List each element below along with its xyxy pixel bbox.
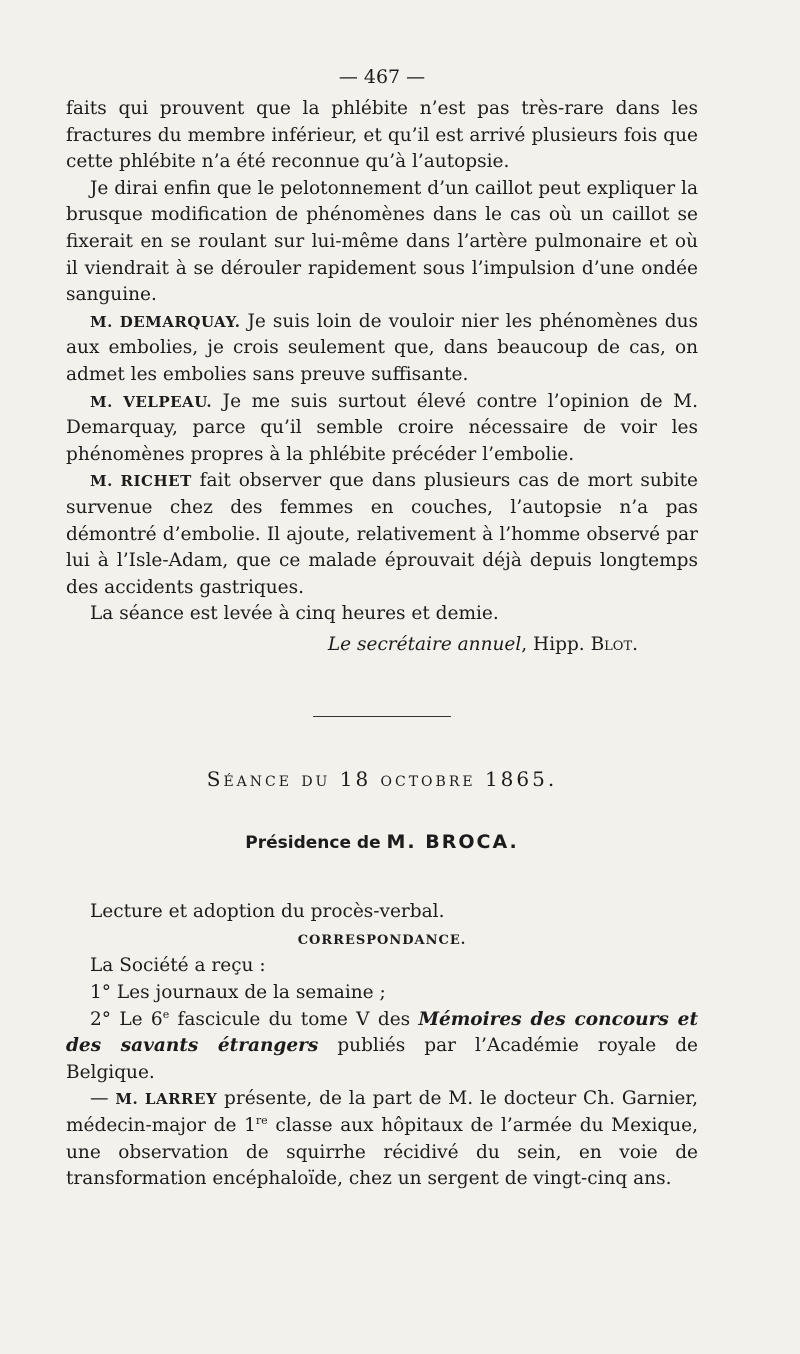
larrey-sup: re [255,1113,268,1127]
speech-text: Je suis loin de vouloir nier les phénomènes dus aux embolies, je crois seulement que, dans beaucoup de cas, on admet les embolies sans preuve suffisante. [66,310,698,385]
item2-mid: fascicule du tome V des [169,1008,419,1030]
larrey-text-before: présente, de la part de M. le docteur Ch. Garnier, médecin-major de 1 [66,1088,698,1137]
signature-name: Blot. [590,633,638,655]
item2-sup: e [162,1007,170,1021]
speaker-name: M. DEMARQUAY. [90,312,241,331]
item-journaux: 1° Les journaux de la semaine ; [90,982,386,1004]
paragraph-phlebite: faits qui prouvent que la phlébite n’est pas très-rare dans les fractures du membre inférieur, et qu’il est arrivé plusieurs fois que cette phlébite n’a été reconnue qu’à l’autopsie. [66,98,698,173]
signature-separator: , Hipp. [521,633,591,655]
item-fascicule [66,1007,698,1087]
item2-suffix: publiés par l’Académie royale de Belgique. [66,1035,699,1083]
larrey-text-after: classe aux hôpitaux de l’armée du Mexique, une observation de squirrhe récidivé du sein, en voie de transformation encéphaloïde, chez un sergent de vingt-cinq ans. [66,1115,698,1190]
presidence-prefix: Présidence de [245,832,387,853]
session-prefix: Séance du [206,766,340,791]
speech-text: fait observer que dans plusieurs cas de mort subite survenue chez des femmes en couches, l’autopsie n’a pas démontré d’embolie. Il ajoute, relativement à l’homme observé par lui à l’Isle-Adam, que ce malade éprouvait déjà depuis longtemps des accidents gastriques. [66,470,698,598]
lecture-line: Lecture et adoption du procès-verbal. [90,900,445,922]
closing-line: La séance est levée à cinq heures et demie. [90,603,499,625]
paragraph-caillot: Je dirai enfin que le pelotonnement d’un caillot peut expliquer la brusque modification de phénomènes dans le cas où un caillot se fixerait en se roulant sur lui-même dans l’artère pulmonaire et où il viendrait à se dérouler rapidement sous l’impulsion d’une ondée sanguine. [66,177,698,306]
larrey-dash: — [90,1088,116,1110]
session-month: octobre [371,766,485,791]
section-divider [313,716,451,717]
document-page [66,62,698,1193]
presidence-heading [66,831,698,853]
signature-role: Le secrétaire annuel [327,633,522,655]
session-day: 18 [339,766,372,791]
speech-text: Je me suis surtout élevé contre l’opinion de M. Demarquay, parce qu’il semble croire nécessaire de voir les phénomènes propres à la phlébite précéder l’embolie. [66,390,698,465]
session-title [66,767,698,791]
speaker-name: M. RICHET [90,472,192,491]
speaker-name: M. VELPEAU. [90,392,213,411]
item2-title: Mémoires des concours et des savants étrangers [66,1008,698,1057]
societe-recu: La Société a reçu : [90,955,266,977]
correspondance-heading: CORRESPONDANCE. [297,933,467,949]
session-year: 1865. [484,766,558,791]
item2-prefix: 2° Le 6 [90,1008,163,1030]
speech-richet [66,468,698,601]
speech-larrey [66,1086,698,1192]
page-number: — 467 — [338,66,426,88]
speaker-name: M. LARREY [115,1090,218,1109]
presidence-name: M. BROCA. [386,830,519,853]
signature [66,630,698,660]
speech-demarquay [66,309,698,389]
speech-velpeau [66,389,698,469]
